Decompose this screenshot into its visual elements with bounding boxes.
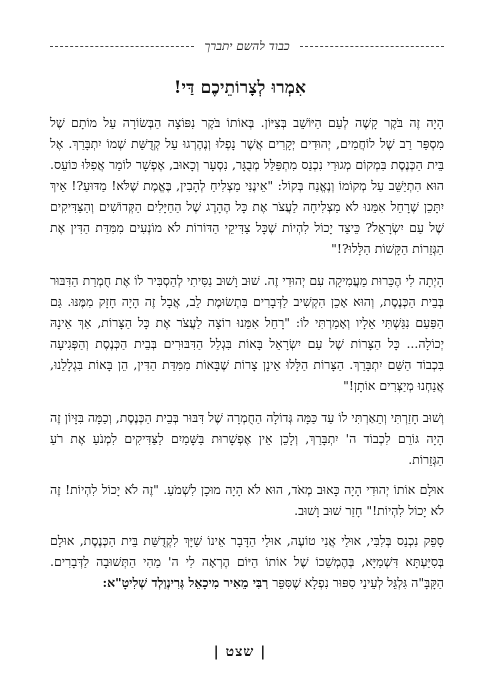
body-text — [50, 112, 444, 604]
running-head-label: כבוד להשם יתברך — [204, 38, 290, 53]
running-head-rule-left — [50, 46, 194, 47]
chapter-title: אִמְרוּ לְצָרוֹתֵיכֶם דַּי! — [173, 78, 307, 98]
page-number: | שצט | — [213, 644, 267, 660]
running-head — [50, 38, 444, 54]
paragraph: הָיָה זֶה בֹּקֶר קָשֶׁה לְעַם הַיּוֹשֵׁב בְּצִיּוֹן. בְּאוֹתוֹ בֹּקֶר נִפּוֹצָה הַבְּשׂוֹרָה עַל מוֹתָם שֶׁל מִסְפַּר רַב שֶׁל לוֹחֲמִים, יְהוּדִים יְקָרִים אֲשֶׁר נָפְלוּ וְנֶהֶרְגוּ עַל קְדֻשַּׁת שְׁמוֹ יִתְבָּרַךְ. אֶל בֵּית הַכְּנֶסֶת בִּמְקוֹם מְגוּרַי נִכְנַס מִתְפַּלֵּל מְבֻגָּר, נִסְעָר וְכָאוּב, אֶפְשָׁר לוֹמַר אֲפִלּוּ כּוֹעֵס. הוּא הִתְיַשֵּׁב עַל מְקוֹמוֹ וְנֶאֱנַח בְּקוֹל: "אֵינֶנִּי מַצְלִיחַ לְהָבִין, בֶּאֱמֶת שֶׁלֹּא! מַדּוּעַ?! אֵיךְ יִתָּכֵן שֶׁרָחֵל אִמֵּנוּ לֹא מַצְלִיחָה לַעֲצֹר אֶת כָּל הֶהָרֶג שֶׁל הַחַיָּלִים הַקְּדוֹשִׁים וְהַצַּדִּיקִים שֶׁל עַם יִשְׂרָאֵל? כֵּיצַד יָכוֹל לִהְיוֹת שֶׁכָּל צַדִּיקֵי הַדּוֹרוֹת לֹא מוֹנְעִים מִמִּדַּת הַדִּין אֶת הַגְּזֵרוֹת הַקָּשׁוֹת הַלָּלוּ?!" — [50, 115, 444, 256]
paragraph-text: סָפֵק נִכְנַס בְּלִבִּי, אוּלַי אֲנִי טוֹעֶה, אוּלַי הַדָּבָר אֵינוֹ שַׁיָּךְ לִקְדֻשַּׁת בֵּית הַכְּנֶסֶת, אוּלָם בְּסִיַּעְתָּא דִּשְׁמַיָּא, בְּהֶמְשֵׁכוֹ שֶׁל אוֹתוֹ הַיּוֹם הֶרְאָה לִי ה' מַהִי הַתְּשׁוּבָה לַדְּבָרִים. הַקָּבָּ"ה גִּלְגֵּל לְעֵינַי סִפּוּר נִפְלָא שֶׁסִּפֵּר — [50, 533, 444, 590]
paragraph-with-closing — [50, 530, 444, 593]
running-head-rule-right — [300, 46, 444, 47]
paragraph: וְשׁוּב חָזַרְתִּי וְתֵאַרְתִּי לוֹ עַד כַּמָּה גְּדוֹלָה הַחֻמְרָה שֶׁל דִּבּוּר בְּבֵית הַכְּנֶסֶת, וְכַמָּה בִּזָּיוֹן זֶה הָיָה גּוֹרֵם לִכְבוֹד ה' יִתְבָּרַךְ, וְלָכֵן אֵין אֶפְשָׁרוּת בַּשָּׁמַיִם לַצַּדִּיקִים לִמְנֹעַ אֶת רֹעַ הַגְּזֵרוֹת. — [50, 410, 444, 467]
closing-bold-name: רַבִּי מֵאִיר מִיכָאֵל גְּרִינְוַלְד שְׁלִיטָ"א: — [102, 575, 269, 590]
paragraph: אוּלָם אוֹתוֹ יְהוּדִי הָיָה כָּאוּב מְאֹד, הוּא לֹא הָיָה מוּכָן לִשְׁמֹעַ. "זֶה לֹא יָכוֹל לִהְיוֹת! זֶה לֹא יָכוֹל לִהְיוֹת!" חָזַר שׁוּב וָשׁוּב. — [50, 482, 444, 518]
paragraph: הָיְתָה לִי הֶכֵּרוּת מַעֲמִיקָה עִם יְהוּדִי זֶה. שׁוּב וָשׁוּב נִסִּיתִי לְהַסְבִּיר לוֹ אֶת חֻמְרַת הַדִּבּוּר בְּבֵית הַכְּנֶסֶת, וְהוּא אָכֵן הִקְשִׁיב לַדְּבָרִים בִּתְשׂוּמֶת לֵב, אֲבָל זֶה הָיָה חָזָק מִמֶּנּוּ. גַּם הַפַּעַם נִגַּשְׁתִּי אֵלָיו וְאָמַרְתִּי לוֹ: "רָחֵל אִמֵּנוּ רוֹצָה לַעֲצֹר אֶת כָּל הַצָּרוֹת, אַךְ אֵינָהּ יְכוֹלָה... כָּל הַצָּרוֹת שֶׁל עַם יִשְׂרָאֵל בָּאוֹת בִּגְלַל הַדִּבּוּרִים בְּבֵית הַכְּנֶסֶת וְהַפְּגִיעָה בִּכְבוֹד הַשֵּׁם יִתְבָּרַךְ. הַצָּרוֹת הַלָּלוּ אֵינָן צָרוֹת שֶׁבָּאוֹת מִמִּדַּת הַדִּין, הֵן בָּאוֹת בִּגְלָלֵנוּ, אֲנַחְנוּ מְיַצְּרִים אוֹתָן!" — [50, 273, 444, 393]
